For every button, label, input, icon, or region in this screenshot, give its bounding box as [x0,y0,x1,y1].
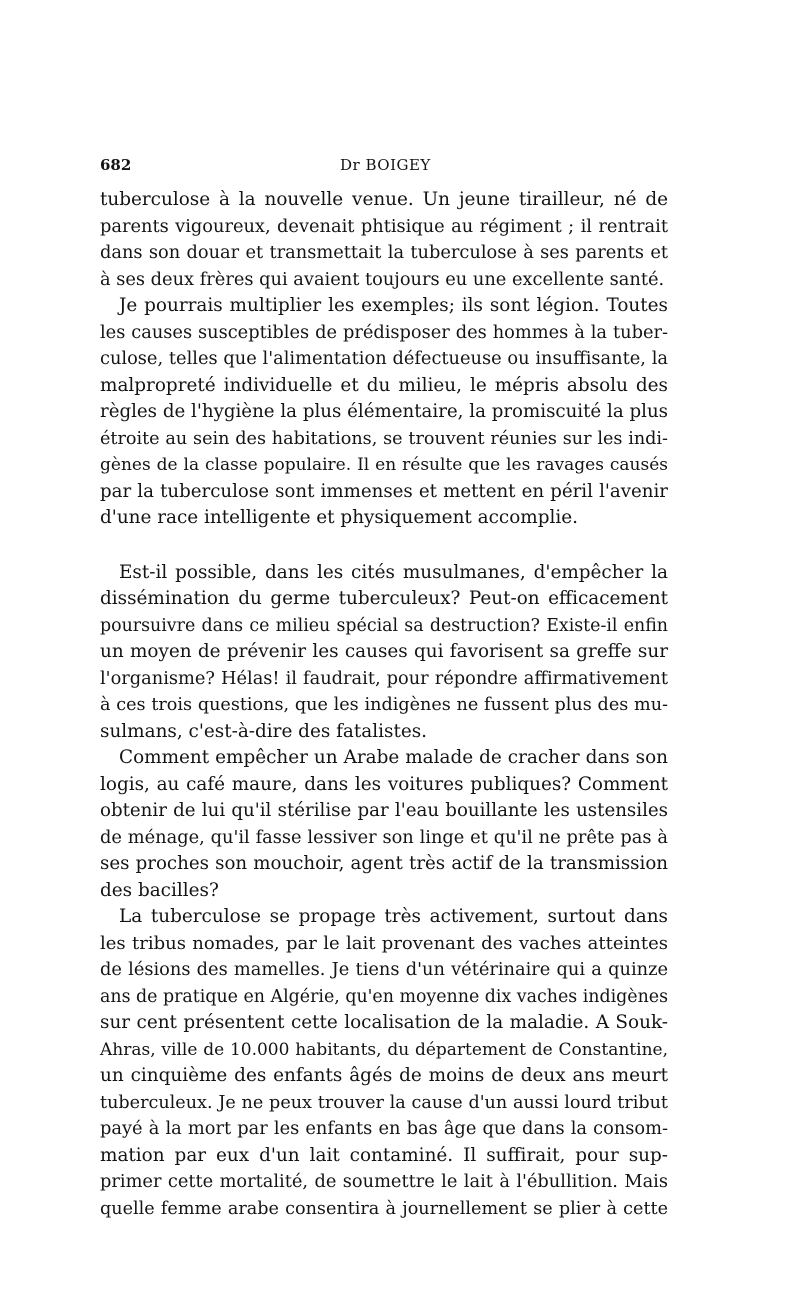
text-line: Je pourrais multiplier les exemples; ils sont légion. Toutes [119,295,668,316]
text-line: Est-il possible, dans les cités musulmanes, d'empêcher la [119,561,668,583]
text-line: quelle femme arabe consentira à journellement se plier à cette [100,1198,668,1219]
text-line: parents vigoureux, devenait phtisique au régiment ; il rentrait [100,215,668,237]
text-line: La tuberculose se propage très activement, surtout dans [119,906,668,927]
running-head [100,156,668,180]
paragraph [100,745,668,904]
text-line: poursuivre dans ce milieu spécial sa destruction? Existe-il enfin [100,615,668,636]
text-line: un cinquième des enfants âgés de moins de deux ans meurt [100,1065,668,1086]
text-line: obtenir de lui qu'il stérilise par l'eau bouillante les ustensiles [100,800,668,821]
text-line: étroite au sein des habitations, se trouvent réunies sur les indi- [100,428,668,449]
text-line: l'organisme? Hélas! il faudrait, pour répondre affirmativement [100,667,668,689]
text-line: à ses deux frères qui avaient toujours eu une excellente santé. [100,268,665,290]
text-line: de lésions des mamelles. Je tiens d'un vétérinaire qui a quinze [100,959,668,980]
text-line: un moyen de prévenir les causes qui favorisent sa greffe sur [100,641,668,662]
text-line: d'une race intelligente et physiquement accomplie. [100,507,578,528]
paragraph [100,293,668,532]
text-line: sulmans, c'est-à-dire des fatalistes. [100,720,427,742]
paragraph [100,187,668,293]
text-line: gènes de la classe populaire. Il en résulte que les ravages causés [100,455,668,475]
text-line: les tribus nomades, par le lait provenant des vaches atteintes [100,932,668,954]
text-line: dans son douar et transmettait la tuberculose à ses parents et [100,242,668,263]
paragraph [100,904,668,1222]
text-line: à ces trois questions, que les indigènes ne fussent plus des mu- [100,695,668,715]
text-line: par la tuberculose sont immenses et mettent en péril l'avenir [100,480,668,502]
text-line: sur cent présentent cette localisation de la maladie. A Souk- [100,1012,668,1033]
text-line: Ahras, ville de 10.000 habitants, du département de Constantine, [100,1039,668,1060]
text-line: les causes susceptibles de prédisposer des hommes à la tuber- [100,321,668,343]
text-line: dissémination du germe tuberculeux? Peut-on efficacement [100,588,668,609]
text-line: mation par eux d'un lait contaminé. Il suffirait, pour sup- [100,1144,668,1166]
text-line: malpropreté individuelle et du milieu, le mépris absolu des [100,374,668,396]
section-gap [100,532,668,560]
page-number: 682 [100,156,132,174]
text-line: payé à la mort par les enfants en bas âge que dans la consom- [100,1118,668,1139]
text-line: de ménage, qu'il fasse lessiver son linge et qu'il ne prête pas à [100,826,668,848]
text-line: tuberculose à la nouvelle venue. Un jeune tirailleur, né de [100,189,668,210]
text-line: ses proches son mouchoir, agent très actif de la transmission [100,853,668,874]
text-line: tuberculeux. Je ne peux trouver la cause d'un aussi lourd tribut [100,1092,668,1113]
text-line: logis, au café maure, dans les voitures publiques? Comment [100,773,668,795]
text-line: culose, telles que l'alimentation défectueuse ou insuffisante, la [100,348,668,369]
text-line: ans de pratique en Algérie, qu'en moyenne dix vaches indigènes [100,986,668,1007]
running-head-author: Dr BOIGEY [340,156,431,174]
text-line: règles de l'hygiène la plus élémentaire, la promiscuité la plus [100,401,668,422]
body-text [100,187,668,1222]
text-line: Comment empêcher un Arabe malade de cracher dans son [119,747,668,768]
text-line: des bacilles? [100,879,219,901]
text-line: primer cette mortalité, de soumettre le lait à l'ébullition. Mais [100,1171,668,1192]
paragraph [100,560,668,746]
